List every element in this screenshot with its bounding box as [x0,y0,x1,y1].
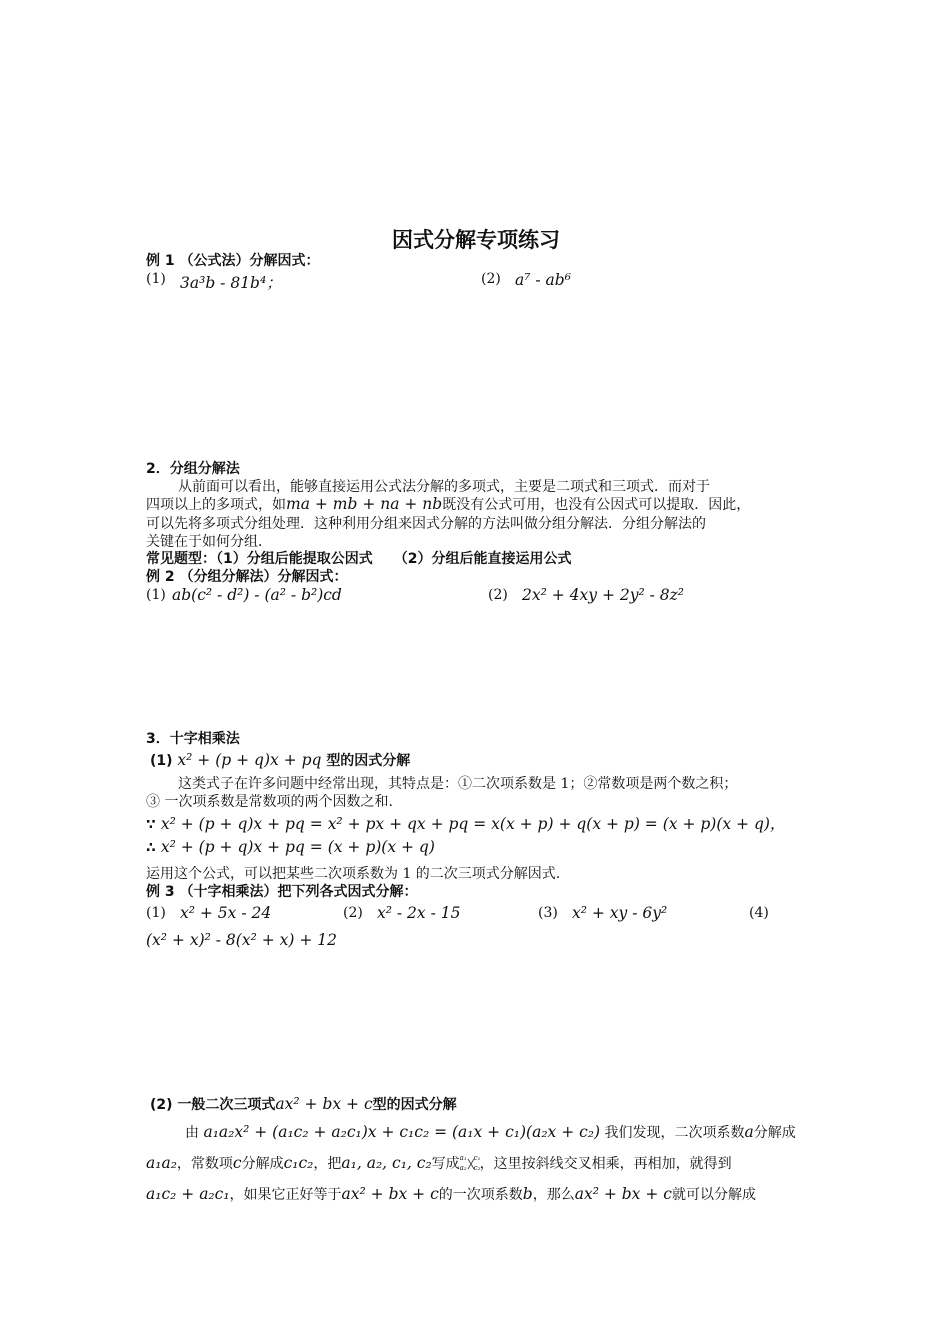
sec2-line-1: 从前面可以看出，能够直接运用公式法分解的多项式，主要是二项式和三项式．而对于 [178,479,710,495]
usage-text: 运用这个公式，可以把某些二次项系数为 1 的二次三项式分解因式. [146,866,561,882]
page-title: 因式分解专项练习 [392,228,560,252]
general-line-2 [146,1153,732,1173]
ex3-q3-label: (3) [538,905,558,921]
general-line-3-text-a: ，如果它正好等于 [229,1187,342,1203]
sec3-sub1-expression: x² + (p + q)x + pq [177,751,322,769]
sec2-line-2-text-a: 四项以上的多项式，如 [146,497,286,513]
because-expression: x² + (p + q)x + pq = x² + px + qx + pq = x(x + p) + q(x + p) = (x + p)(x + q)， [160,815,786,833]
therefore-symbol: ∴ [146,840,156,856]
general-line-1 [185,1122,796,1142]
sec2-line-2 [146,494,750,514]
ex2-q1-expression: ab(c² - d²) - (a² - b²)cd [172,586,342,604]
general-line-1-text-b: 我们发现，二次项系数 [604,1125,745,1141]
ex1-q1-expression: 3a³b - 81b⁴； [180,274,282,292]
sec2-line-3: 可以先将多项式分组处理．这种利用分组来因式分解的方法叫做分组分解法．分组分解法的 [146,516,706,532]
because-symbol: ∵ [146,817,156,833]
example-2-heading: 例 2 （分组分解法）分解因式： [146,569,348,585]
sec3-sub1-label: (1) [150,753,173,769]
general-line-2-text-b: 分解成 [241,1156,284,1172]
sec3-sub1-tail: 型的因式分解 [326,753,411,769]
cross-c1: c₁ [473,1154,481,1162]
ex2-q2-expression: 2x² + 4xy + 2y² - 8z² [522,586,685,604]
because-line [146,812,785,834]
ex3-q2-expression: x² - 2x - 15 [377,904,461,922]
general-line-1-text-a: 由 [185,1125,199,1141]
general-line-2-expression-3: a₁, a₂, c₁, c₂ [341,1154,432,1172]
sec3-sub2-heading [150,1094,457,1114]
general-line-2-symbol-c: c [232,1154,242,1172]
general-line-3-expression-3: ax² + bx + c [574,1185,672,1203]
general-line-3-expression-1: a₁c₂ + a₂c₁ [146,1185,230,1203]
general-line-3-text-c: ，那么 [532,1187,575,1203]
cross-a1: a₁ [459,1154,467,1162]
ex1-q2-expression: a⁷ - ab⁶ [515,271,571,289]
sec2-line-4: 关键在于如何分组． [146,534,272,550]
sec3-sub2-label: (2) 一般二次三项式 [150,1097,276,1113]
general-line-1-symbol-a: a [744,1123,754,1141]
cross-c2: c₂ [473,1164,481,1172]
therefore-line [146,837,435,856]
general-line-3 [146,1184,756,1204]
ex3-q1-label: (1) [146,905,166,921]
ex2-q1-label: (1) [146,587,166,603]
general-line-3-expression-2: ax² + bx + c [341,1185,439,1203]
sec2-line-2-text-b: 既没有公式可用，也没有公因式可以提取．因此， [442,497,751,513]
general-line-2-text-c: ，把 [313,1156,342,1172]
general-line-2-text-e: ，这里按斜线交叉相乘，再相加，就得到 [479,1156,732,1172]
sec3-feature-2: ③ 一次项系数是常数项的两个因数之和. [146,794,393,810]
sec3-sub2-expression: ax² + bx + c [275,1095,373,1113]
example-1-heading: 例 1 （公式法）分解因式： [146,253,320,269]
general-line-1-expression: a₁a₂x² + (a₁c₂ + a₂c₁)x + c₁c₂ = (a₁x + c₁)(a₂x + c₂) [203,1123,601,1141]
sec3-sub2-tail: 型的因式分解 [372,1097,457,1113]
sec2-line-2-expression: ma + mb + na + nb [286,495,443,513]
ex3-q4-expression: (x² + x)² - 8(x² + x) + 12 [146,931,337,949]
example-3-heading: 例 3 （十字相乘法）把下列各式因式分解： [146,884,418,900]
cross-multiplication-diagram [460,1155,480,1173]
general-line-2-text-a: ，常数项 [176,1156,233,1172]
ex1-q2-label: (2) [481,271,501,287]
section-3-heading: 3．十字相乘法 [146,731,240,747]
sec3-sub1-heading [150,750,410,770]
sec3-feature-1: 这类式子在许多问题中经常出现，其特点是：①二次项系数是 1；②常数项是两个数之积； [178,776,738,792]
general-line-1-text-c: 分解成 [753,1125,796,1141]
ex3-q4-label: (4) [749,905,769,921]
ex2-q2-label: (2) [488,587,508,603]
ex3-q1-expression: x² + 5x - 24 [180,904,272,922]
therefore-expression: x² + (p + q)x + pq = (x + p)(x + q) [160,838,435,856]
ex3-q3-expression: x² + xy - 6y² [572,904,668,922]
general-line-3-text-d: 就可以分解成 [671,1187,756,1203]
general-line-2-expression-2: c₁c₂ [283,1154,314,1172]
general-line-3-symbol-b: b [522,1185,533,1203]
ex3-q2-label: (2) [343,905,363,921]
ex1-q1-label: (1) [146,271,166,287]
general-line-2-text-d: 写成 [431,1156,460,1172]
cross-a2: a₂ [459,1164,467,1172]
general-line-3-text-b: 的一次项系数 [438,1187,523,1203]
general-line-2-expression-1: a₁a₂ [146,1154,177,1172]
common-types: 常见题型：（1）分组后能提取公因式 （2）分组后能直接运用公式 [146,551,572,567]
section-2-heading: 2．分组分解法 [146,461,240,477]
